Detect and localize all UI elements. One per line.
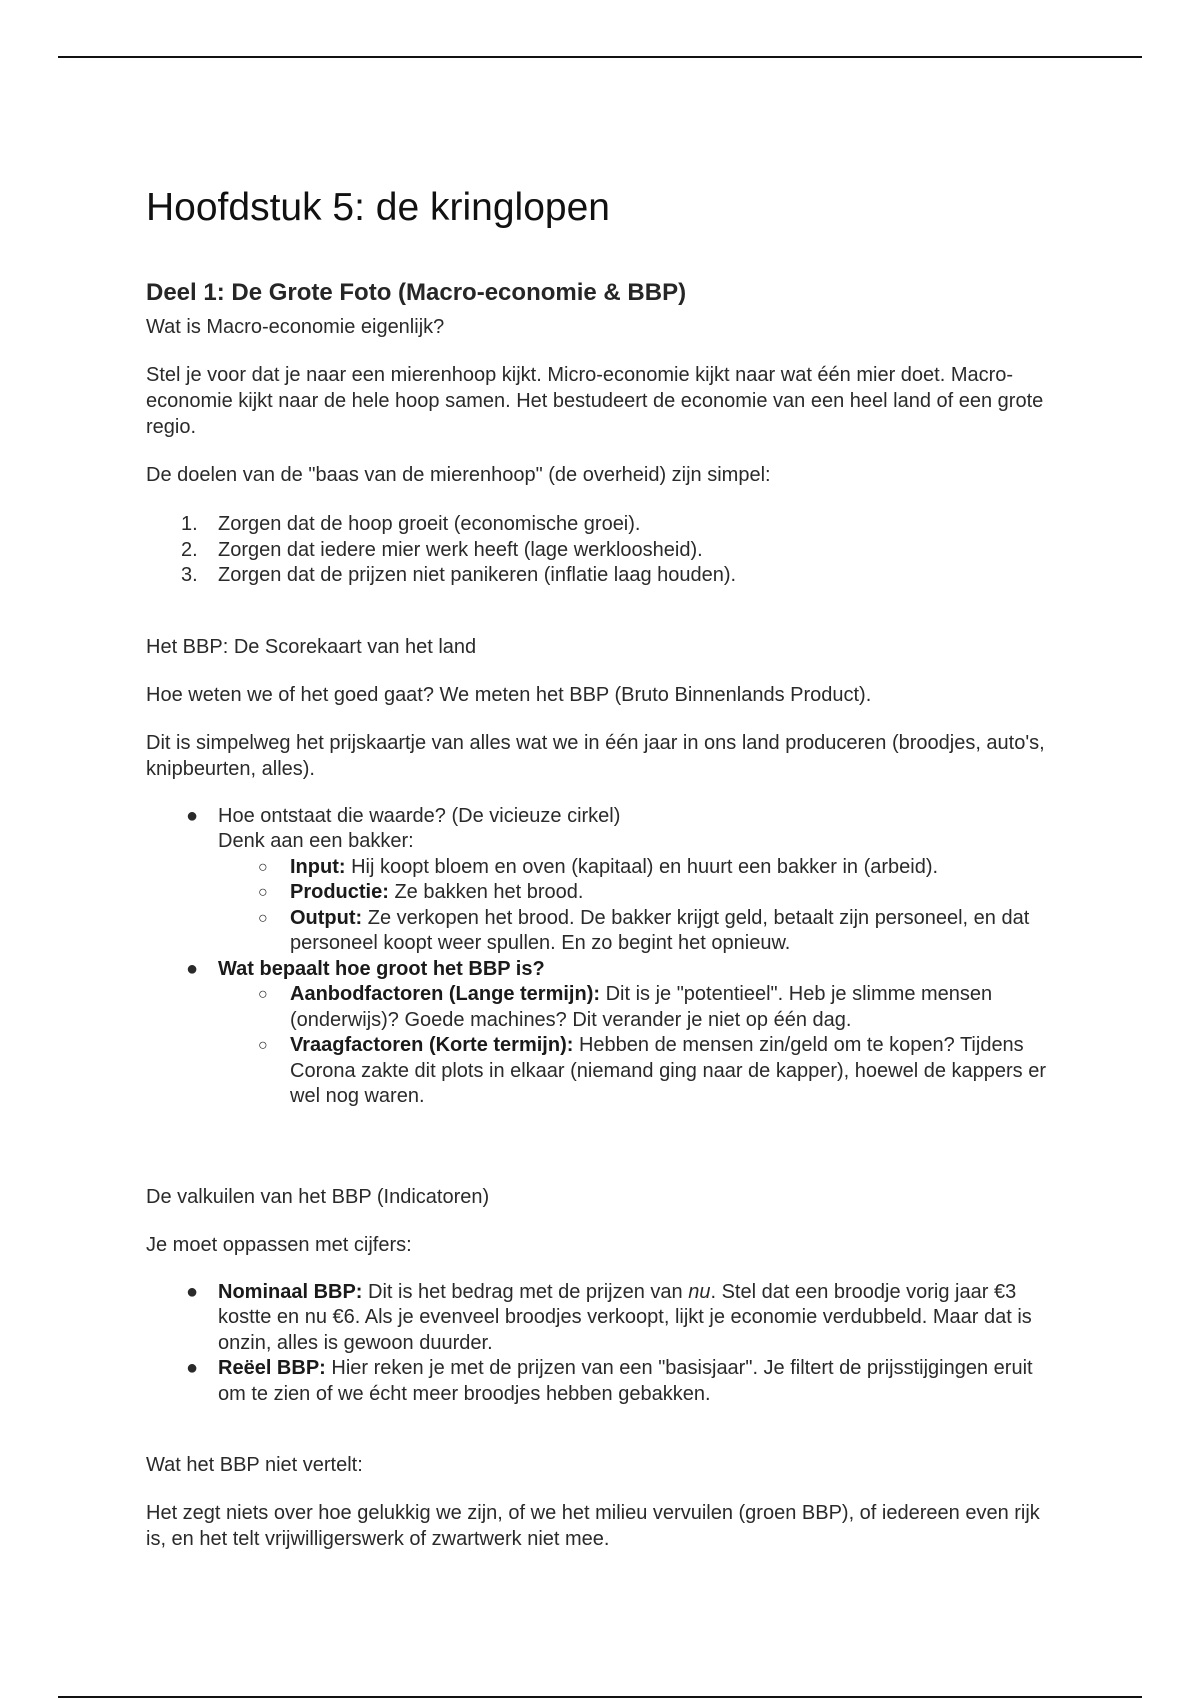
list-item: ○ Output: Ze verkopen het brood. De bakker krijgt geld, betaalt zijn personeel, en dat personeel koopt weer spullen. En zo begint het opnieuw.: [258, 906, 1030, 954]
circle-bullet-icon: ○: [258, 986, 268, 1003]
top-rule: [58, 56, 1142, 58]
pitfalls-bullet-list: [146, 1280, 1056, 1408]
bullet-icon: ●: [186, 1280, 199, 1303]
bbp-paragraph-2: Dit is simpelweg het prijskaartje van alles wat we in één jaar in ons land produceren (broodjes, auto's, knipbeurten, alles).: [146, 731, 1045, 780]
bullet-icon: ●: [186, 804, 199, 827]
list-item: ● Wat bepaalt hoe groot het BBP is? ○ Aanbodfactoren (Lange termijn): Dit is je "potentieel". Heb je slimme mensen (onderwijs)? Goede machines? Dit verander je niet op één dag. ○ Vraagfactoren (Korte termijn): Hebben de mensen zin/geld om te kopen? Tijdens Corona zakte dit plots in elkaar (niemand ging naar de kapper), hoewel de kappers er wel nog waren.: [146, 957, 1056, 1110]
pitfalls-intro: Je moet oppassen met cijfers:: [146, 1233, 412, 1256]
bullet-icon: ●: [186, 1357, 199, 1379]
list-item: 3. Zorgen dat de prijzen niet panikeren (inflatie laag houden).: [181, 564, 737, 586]
circle-bullet-icon: ○: [258, 909, 268, 927]
list-item: 2. Zorgen dat iedere mier werk heeft (lage werkloosheid).: [181, 538, 703, 561]
section-heading: Deel 1: De Grote Foto (Macro-economie & BBP): [146, 279, 687, 306]
bottom-rule: [58, 1696, 1142, 1698]
sub-list: [218, 855, 1056, 957]
circle-bullet-icon: ○: [258, 858, 268, 876]
goals-intro: De doelen van de "baas van de mierenhoop" (de overheid) zijn simpel:: [146, 464, 771, 486]
pitfalls-subtitle: De valkuilen van het BBP (Indicatoren): [146, 1185, 490, 1208]
not-told-paragraph: Het zegt niets over hoe gelukkig we zijn, of we het milieu vervuilen (groen BBP), of iedereen even rijk is, en het telt vrijwilligerswerk of zwartwerk niet mee.: [146, 1502, 1040, 1550]
bbp-bullet-list: [146, 804, 1056, 1110]
list-item: ● Hoe ontstaat die waarde? (De vicieuze cirkel) Denk aan een bakker: ○ Input: Hij koopt bloem en oven (kapitaal) en huurt een bakker in (arbeid). ○ Productie: Ze bakken het brood. ○ Output: Ze verkopen het brood. De bakker krijgt geld, betaalt zijn personeel, en dat personeel koopt weer spullen. En zo begint het opnieuw.: [146, 804, 1056, 957]
section-question: Wat is Macro-economie eigenlijk?: [146, 316, 445, 338]
document-body: [146, 180, 1056, 1552]
not-told-title: Wat het BBP niet vertelt:: [146, 1454, 363, 1476]
bullet-icon: ●: [186, 957, 199, 980]
goals-list: [146, 512, 1056, 589]
list-item: ● Nominaal BBP: Dit is het bedrag met de prijzen van nu. Stel dat een broodje vorig jaar €3 kostte en nu €6. Als je evenveel broodjes verkoopt, lijkt je economie verdubbeld. Maar dat is onzin, alles is gewoon duurder.: [186, 1280, 1032, 1354]
intro-paragraph: Stel je voor dat je naar een mierenhoop kijkt. Micro-economie kijkt naar wat één mier doet. Macro-economie kijkt naar de hele hoop samen. Het bestudeert de economie van een heel land of een grote regio.: [146, 364, 1044, 438]
list-item: ● Reëel BBP: Hier reken je met de prijzen van een "basisjaar". Je filtert de prijsstijgingen eruit om te zien of we écht meer broodjes hebben gebakken.: [186, 1357, 1033, 1405]
circle-bullet-icon: ○: [258, 884, 268, 901]
page-title: Hoofdstuk 5: de kringlopen: [146, 186, 610, 229]
circle-bullet-icon: ○: [258, 1037, 268, 1054]
list-item: ○ Vraagfactoren (Korte termijn): Hebben de mensen zin/geld om te kopen? Tijdens Corona zakte dit plots in elkaar (niemand ging naar de kapper), hoewel de kappers er wel nog waren.: [258, 1034, 1046, 1107]
bbp-subtitle: Het BBP: De Scorekaart van het land: [146, 635, 477, 658]
list-item: ○ Input: Hij koopt bloem en oven (kapitaal) en huurt een bakker in (arbeid).: [218, 855, 1056, 881]
sub-list: [218, 982, 1056, 1110]
bbp-paragraph-1: Hoe weten we of het goed gaat? We meten het BBP (Bruto Binnenlands Product).: [146, 683, 872, 706]
list-item: ○ Aanbodfactoren (Lange termijn): Dit is je "potentieel". Heb je slimme mensen (onderwijs)? Goede machines? Dit verander je niet op één dag.: [258, 983, 993, 1031]
list-item: ○ Productie: Ze bakken het brood.: [218, 880, 1056, 906]
list-item: 1. Zorgen dat de hoop groeit (economische groei).: [181, 513, 641, 535]
